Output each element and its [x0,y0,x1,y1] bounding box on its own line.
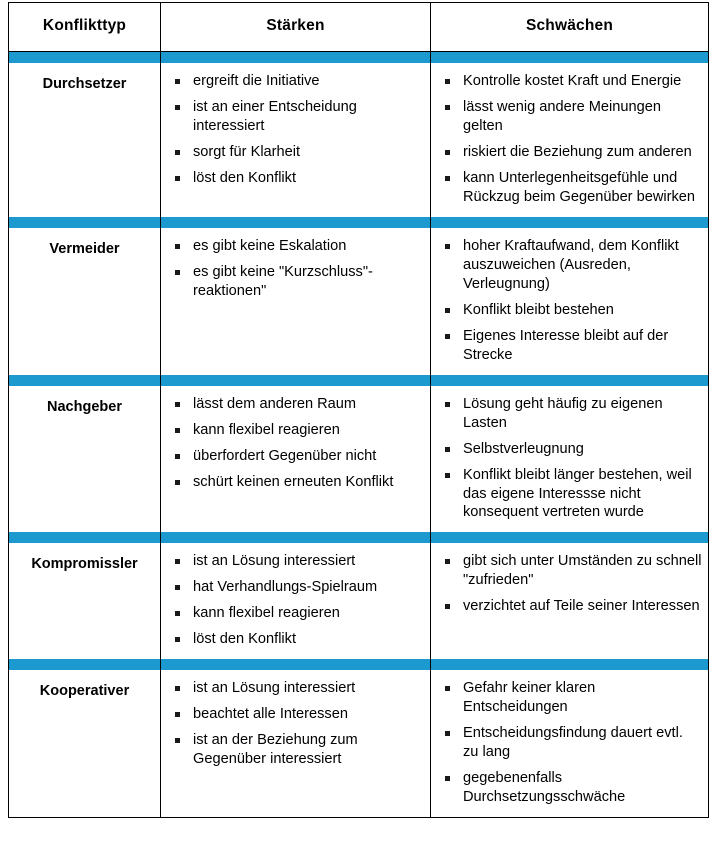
row-separator-cell [161,52,431,64]
list-item [431,679,702,717]
row-separator-cell [431,52,709,64]
list-item-label: es gibt keine "Kurzschluss"-reaktionen" [193,263,373,299]
square-bullet-icon [175,454,180,459]
list-item [431,440,702,459]
square-bullet-icon [445,604,450,609]
list-item [161,604,424,623]
table-row [9,543,709,659]
column-header-staerken: Stärken [161,3,431,52]
cell-schwaechen [431,543,709,659]
list-item [161,578,424,597]
list-item-label: ist an der Beziehung zum Gegenüber interessiert [193,732,358,768]
list-item-label: riskiert die Beziehung zum anderen [463,143,692,160]
list-item [431,237,702,294]
square-bullet-icon [445,686,450,691]
list-item [161,169,424,188]
list-item [431,327,702,365]
row-separator-bar [9,52,709,64]
square-bullet-icon [445,150,450,155]
square-bullet-icon [445,402,450,407]
cell-konflikttyp: Vermeider [9,228,161,375]
square-bullet-icon [175,637,180,642]
square-bullet-icon [445,308,450,313]
column-header-konflikttyp: Konflikttyp [9,3,161,52]
list-item [431,98,702,136]
cell-konflikttyp: Kooperativer [9,670,161,817]
list-item-label: hat Verhandlungs-Spielraum [193,579,378,596]
row-separator-cell [161,532,431,543]
square-bullet-icon [175,686,180,691]
list-item-label: beachtet alle Interessen [193,706,348,723]
list-item-label: Eigenes Interesse bleibt auf der Strecke [463,327,669,363]
cell-konflikttyp: Kompromissler [9,543,161,659]
cell-staerken [161,670,431,817]
list-item [161,263,424,301]
list-item-label: sorgt für Klarheit [193,143,301,160]
list-item-label: Lösung geht häufig zu eigenen Lasten [463,395,663,431]
list-item-label: ist an einer Entscheidung interessiert [193,98,357,134]
list-item [161,98,424,136]
square-bullet-icon [445,447,450,452]
list-item [431,169,702,207]
list-item-label: Gefahr keiner klaren Entscheidungen [463,680,596,716]
list-item [431,395,702,433]
list-item [431,466,702,523]
square-bullet-icon [445,473,450,478]
row-separator-cell [9,532,161,543]
header-row [9,3,709,52]
list-item-label: ergreift die Initiative [193,73,320,89]
square-bullet-icon [175,79,180,84]
square-bullet-icon [445,176,450,181]
square-bullet-icon [175,428,180,433]
square-bullet-icon [445,334,450,339]
list-item [431,769,702,807]
list-item [431,143,702,162]
list-item-label: gibt sich unter Umständen zu schnell "zufrieden" [463,553,702,589]
bullet-list-staerken [161,237,424,301]
row-separator-cell [431,375,709,386]
square-bullet-icon [445,559,450,564]
cell-staerken [161,543,431,659]
list-item [161,395,424,414]
bullet-list-schwaechen [431,237,702,365]
square-bullet-icon [175,402,180,407]
bullet-list-staerken [161,395,424,492]
list-item [161,731,424,769]
row-separator-cell [161,659,431,670]
list-item-label: kann flexibel reagieren [193,605,340,622]
list-item-label: schürt keinen erneuten Konflikt [193,473,394,490]
table-body [9,52,709,818]
list-item-label: löst den Konflikt [193,169,297,186]
list-item [431,552,702,590]
bullet-list-schwaechen [431,395,702,523]
list-item-label: ist an Lösung interessiert [193,680,356,697]
square-bullet-icon [175,480,180,485]
row-separator-cell [161,375,431,386]
list-item-label: verzichtet auf Teile seiner Interessen [463,598,700,615]
list-item [161,473,424,492]
cell-schwaechen [431,63,709,217]
bullet-list-schwaechen [431,72,702,207]
list-item-label: Konflikt bleibt bestehen [463,301,614,318]
cell-konflikttyp: Nachgeber [9,386,161,533]
row-separator-bar [9,375,709,386]
table-header [9,3,709,52]
list-item [431,724,702,762]
row-separator-cell [431,659,709,670]
square-bullet-icon [445,731,450,736]
list-item-label: kann Unterlegenheitsgefühle und Rückzug beim Gegenüber bewirken [463,169,696,205]
list-item [161,143,424,162]
bullet-list-schwaechen [431,552,702,616]
table-row [9,670,709,817]
row-separator-cell [161,217,431,228]
list-item [161,552,424,571]
list-item-label: Selbstverleugnung [463,440,584,457]
square-bullet-icon [445,244,450,249]
list-item [161,679,424,698]
cell-staerken [161,63,431,217]
square-bullet-icon [175,712,180,717]
list-item-label: hoher Kraftaufwand, dem Konflikt auszuweichen (Ausreden, Verleugnung) [463,237,679,292]
square-bullet-icon [445,776,450,781]
cell-schwaechen [431,670,709,817]
square-bullet-icon [175,105,180,110]
row-separator-cell [9,375,161,386]
list-item-label: kann flexibel reagieren [193,421,340,438]
row-separator-bar [9,532,709,543]
bullet-list-schwaechen [431,679,702,807]
row-separator-cell [9,52,161,64]
cell-schwaechen [431,386,709,533]
square-bullet-icon [175,738,180,743]
bullet-list-staerken [161,679,424,769]
list-item [161,705,424,724]
bullet-list-staerken [161,552,424,649]
square-bullet-icon [175,244,180,249]
table-row [9,386,709,533]
list-item [161,237,424,256]
column-header-schwaechen: Schwächen [431,3,709,52]
cell-konflikttyp: Durchsetzer [9,63,161,217]
list-item [161,447,424,466]
cell-schwaechen [431,228,709,375]
row-separator-cell [431,217,709,228]
square-bullet-icon [175,150,180,155]
square-bullet-icon [445,79,450,84]
square-bullet-icon [175,559,180,564]
square-bullet-icon [175,585,180,590]
list-item [161,630,424,649]
list-item [431,72,702,91]
square-bullet-icon [175,270,180,275]
row-separator-cell [9,659,161,670]
list-item-label: es gibt keine Eskalation [193,237,347,254]
list-item-label: lässt dem anderen Raum [193,395,357,412]
cell-staerken [161,386,431,533]
square-bullet-icon [445,105,450,110]
square-bullet-icon [175,611,180,616]
row-separator-bar [9,217,709,228]
table-row [9,228,709,375]
list-item-label: ist an Lösung interessiert [193,553,356,570]
table-row [9,63,709,217]
list-item [431,597,702,616]
cell-staerken [161,228,431,375]
bullet-list-staerken [161,72,424,188]
list-item-label: Kontrolle kostet Kraft und Energie [463,73,682,89]
list-item [161,421,424,440]
conflict-types-table [8,2,709,818]
square-bullet-icon [175,176,180,181]
list-item-label: überfordert Gegenüber nicht [193,447,377,464]
list-item-label: löst den Konflikt [193,631,297,648]
list-item-label: Konflikt bleibt länger bestehen, weil das eigene Interessse nicht konsequent vertreten wurde [463,466,692,521]
row-separator-cell [9,217,161,228]
row-separator-bar [9,659,709,670]
list-item [161,72,424,91]
list-item-label: gegebenenfalls Durchsetzungsschwäche [463,770,626,806]
list-item-label: Entscheidungsfindung dauert evtl. zu lang [463,725,683,761]
list-item-label: lässt wenig andere Meinungen gelten [463,98,661,134]
list-item [431,301,702,320]
row-separator-cell [431,532,709,543]
